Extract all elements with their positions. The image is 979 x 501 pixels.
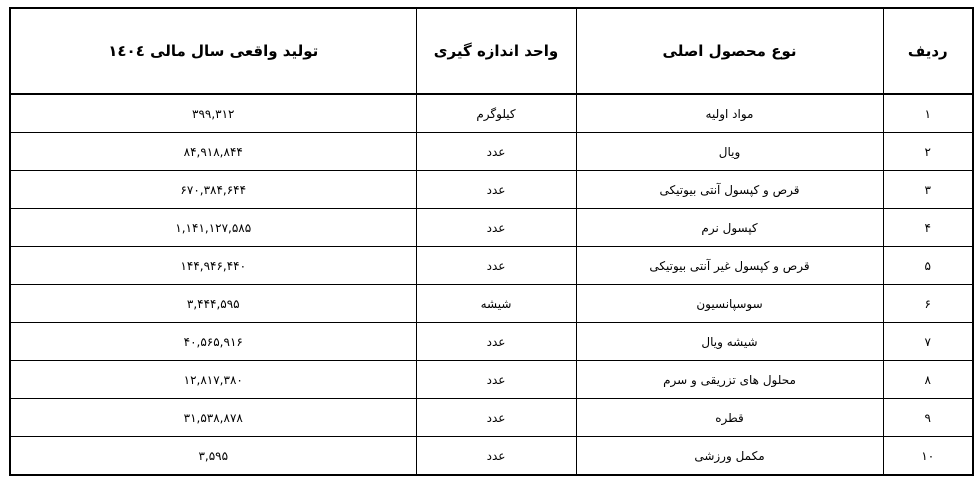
production-value: ۱,۱۴۱,۱۲۷,۵۸۵ — [10, 209, 416, 247]
header-actual-production: تولید واقعی سال مالی ۱٤۰٤ — [10, 8, 416, 94]
unit: عدد — [416, 209, 576, 247]
production-value: ۳,۵۹۵ — [10, 437, 416, 476]
unit: عدد — [416, 399, 576, 437]
header-row-number: ردیف — [883, 8, 973, 94]
table-row — [10, 437, 973, 476]
table-row — [10, 94, 973, 133]
production-value: ۳,۴۴۴,۵۹۵ — [10, 285, 416, 323]
table-row — [10, 323, 973, 361]
row-number: ۱ — [883, 94, 973, 133]
product-name: قرص و کپسول آنتی بیوتیکی — [576, 171, 883, 209]
production-value: ۳۹۹,۳۱۲ — [10, 94, 416, 133]
table-row — [10, 133, 973, 171]
unit: کیلوگرم — [416, 94, 576, 133]
header-unit: واحد اندازه گیری — [416, 8, 576, 94]
unit: عدد — [416, 133, 576, 171]
product-name: محلول های تزریقی و سرم — [576, 361, 883, 399]
row-number: ۶ — [883, 285, 973, 323]
header-product-type: نوع محصول اصلی — [576, 8, 883, 94]
row-number: ۹ — [883, 399, 973, 437]
table-row — [10, 285, 973, 323]
production-value: ۴۰,۵۶۵,۹۱۶ — [10, 323, 416, 361]
row-number: ۷ — [883, 323, 973, 361]
row-number: ۲ — [883, 133, 973, 171]
production-table — [9, 7, 974, 476]
table-row — [10, 171, 973, 209]
production-value: ۱۲,۸۱۷,۳۸۰ — [10, 361, 416, 399]
table-row — [10, 361, 973, 399]
row-number: ۳ — [883, 171, 973, 209]
row-number: ۱۰ — [883, 437, 973, 476]
product-name: ویال — [576, 133, 883, 171]
unit: عدد — [416, 247, 576, 285]
unit: عدد — [416, 361, 576, 399]
table-row — [10, 399, 973, 437]
product-name: سوسپانسیون — [576, 285, 883, 323]
production-value: ۱۴۴,۹۴۶,۴۴۰ — [10, 247, 416, 285]
header-row — [10, 8, 973, 94]
product-name: مکمل ورزشی — [576, 437, 883, 476]
production-value: ۸۴,۹۱۸,۸۴۴ — [10, 133, 416, 171]
product-name: کپسول نرم — [576, 209, 883, 247]
product-name: مواد اولیه — [576, 94, 883, 133]
row-number: ۵ — [883, 247, 973, 285]
row-number: ۴ — [883, 209, 973, 247]
table-row — [10, 247, 973, 285]
product-name: قرص و کپسول غیر آنتی بیوتیکی — [576, 247, 883, 285]
unit: عدد — [416, 323, 576, 361]
production-value: ۶۷۰,۳۸۴,۶۴۴ — [10, 171, 416, 209]
unit: عدد — [416, 171, 576, 209]
row-number: ۸ — [883, 361, 973, 399]
production-value: ۳۱,۵۳۸,۸۷۸ — [10, 399, 416, 437]
unit: شیشه — [416, 285, 576, 323]
unit: عدد — [416, 437, 576, 476]
table-row — [10, 209, 973, 247]
product-name: قطره — [576, 399, 883, 437]
product-name: شیشه ویال — [576, 323, 883, 361]
